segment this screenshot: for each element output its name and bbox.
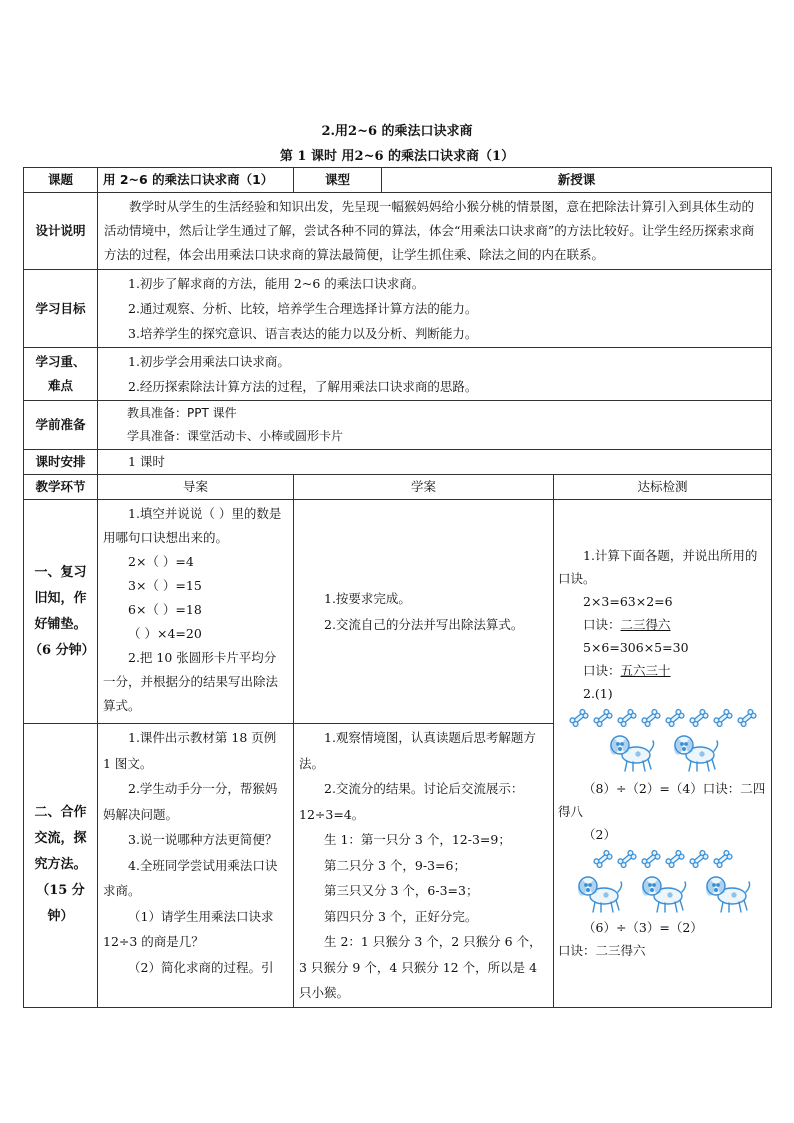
key-item: 2.经历探索除法计算方法的过程，了解用乘法口诀求商的思路。 [128, 379, 478, 394]
bone-icon [712, 707, 734, 729]
section2-study: 1.观察情境图，认真读题后思考解题方法。 2.交流分的结果。讨论后交流展示：12÷3=4。 生 1：第一只分 3 个，12-3=9； 第二只分 3 个，9-3=6； 第三只又分 3 个，6-3=3； 第四只分 3 个，正好分完。 生 2：1 只猴分 3 个，2 只猴分 6 个，3 只猴分 9 个，4 只猴分 12 个，所以是 4 只小猴。 [294, 724, 554, 1008]
bone-icon [568, 707, 590, 729]
check-ans1: （8）÷（2）=（4）口诀：二四得八 [558, 781, 766, 820]
type-label: 课型 [294, 168, 382, 193]
check-ans2: （6）÷（3）=（2） [583, 920, 703, 936]
col-study-header: 学案 [294, 475, 554, 500]
page-subtitle: 第 1 课时 用2~6 的乘法口诀求商（1） [279, 149, 515, 164]
col-check-header: 达标检测 [554, 475, 772, 500]
check-eq2: 5×6=306×5=30 [583, 640, 689, 656]
goal-item: 2.通过观察、分析、比较，培养学生合理选择计算方法的能力。 [128, 301, 478, 316]
check-rhyme3: 口诀：二三得六 [558, 943, 646, 959]
type-value: 新授课 [382, 168, 772, 193]
prep-label: 学前准备 [24, 401, 98, 450]
bone-icon [592, 848, 614, 870]
section1-label: 一、复习 旧知，作 好铺垫。 （6 分钟） [24, 500, 98, 724]
bone-icon [616, 707, 638, 729]
check-sub2: （2） [583, 827, 616, 843]
key-item: 1.初步学会用乘法口诀求商。 [128, 354, 290, 369]
dogs-row [558, 731, 767, 773]
check-q1: 1.计算下面各题，并说出所用的口诀。 [558, 548, 758, 587]
prep-item: 学具准备：课堂活动卡、小棒或圆形卡片 [127, 429, 344, 443]
section2-label: 二、合作 交流，探 究方法。 （15 分钟） [24, 724, 98, 1008]
topic-value: 用 2~6 的乘法口诀求商（1） [98, 168, 294, 193]
dog-icon [573, 872, 625, 914]
col-stage-header: 教学环节 [24, 475, 98, 500]
bone-icon [640, 707, 662, 729]
bone-icon [640, 848, 662, 870]
dogs-row [558, 872, 767, 914]
bone-icon [712, 848, 734, 870]
bone-icon [688, 848, 710, 870]
hours-value: 1 课时 [128, 454, 165, 469]
section1-study: 1.按要求完成。 2.交流自己的分法并写出除法算式。 [294, 500, 554, 724]
key-label-line: 学习重、 [35, 354, 86, 369]
bones-row [558, 848, 767, 870]
rhyme-label: 口诀： [583, 617, 621, 633]
check-q2: 2.(1) [583, 686, 613, 702]
lesson-plan-table [23, 167, 771, 1008]
bone-icon [616, 848, 638, 870]
topic-label: 课题 [24, 168, 98, 193]
bone-icon [592, 707, 614, 729]
page-title: 2.用2~6 的乘法口诀求商 [321, 124, 473, 139]
rhyme-answer: 五六三十 [620, 663, 671, 679]
bone-icon [688, 707, 710, 729]
key-label-line: 难点 [47, 378, 73, 393]
rhyme-answer: 二三得六 [620, 617, 671, 633]
bone-icon [736, 707, 758, 729]
dog-icon [605, 731, 657, 773]
bone-icon [664, 707, 686, 729]
prep-item: 教具准备：PPT 课件 [127, 406, 237, 420]
design-text: 教学时从学生的生活经验和知识出发，先呈现一幅猴妈妈给小猴分桃的情景图，意在把除法计算引入到具体生动的活动情境中，然后让学生通过了解，尝试各种不同的算法，体会“用乘法口诀求商”的方法比较好。让学生经历探索求商方法的过程，体会出用乘法口诀求商的算法最简便，让学生抓住乘、除法之间的内在联系。 [104, 199, 755, 262]
section1-guide: 1.填空并说说（ ）里的数是用哪句口诀想出来的。 2×（ ）=4 3×（ ）=15 6×（ ）=18 （ ）×4=20 2.把 10 张圆形卡片平均分一分，并根据分的结果写出除法算式。 [98, 500, 294, 724]
dog-icon [637, 872, 689, 914]
goal-item: 3.培养学生的探究意识、语言表达的能力以及分析、判断能力。 [128, 326, 478, 341]
section2-guide: 1.课件出示教材第 18 页例 1 图文。 2.学生动手分一分，帮猴妈妈解决问题。 3.说一说哪种方法更简便？ 4.全班同学尝试用乘法口诀求商。 （1）请学生用乘法口诀求 12÷3 的商是几？ （2）简化求商的过程。引 [98, 724, 294, 1008]
bones-row [558, 707, 767, 729]
design-label: 设计说明 [24, 193, 98, 270]
check-eq1: 2×3=63×2=6 [583, 594, 673, 610]
dog-icon [669, 731, 721, 773]
bone-icon [664, 848, 686, 870]
hours-label: 课时安排 [24, 450, 98, 475]
goal-item: 1.初步了解求商的方法，能用 2~6 的乘法口诀求商。 [128, 276, 425, 291]
goals-label: 学习目标 [24, 270, 98, 348]
rhyme-label: 口诀： [583, 663, 621, 679]
col-guide-header: 导案 [98, 475, 294, 500]
dog-icon [701, 872, 753, 914]
check-column [554, 500, 772, 1008]
